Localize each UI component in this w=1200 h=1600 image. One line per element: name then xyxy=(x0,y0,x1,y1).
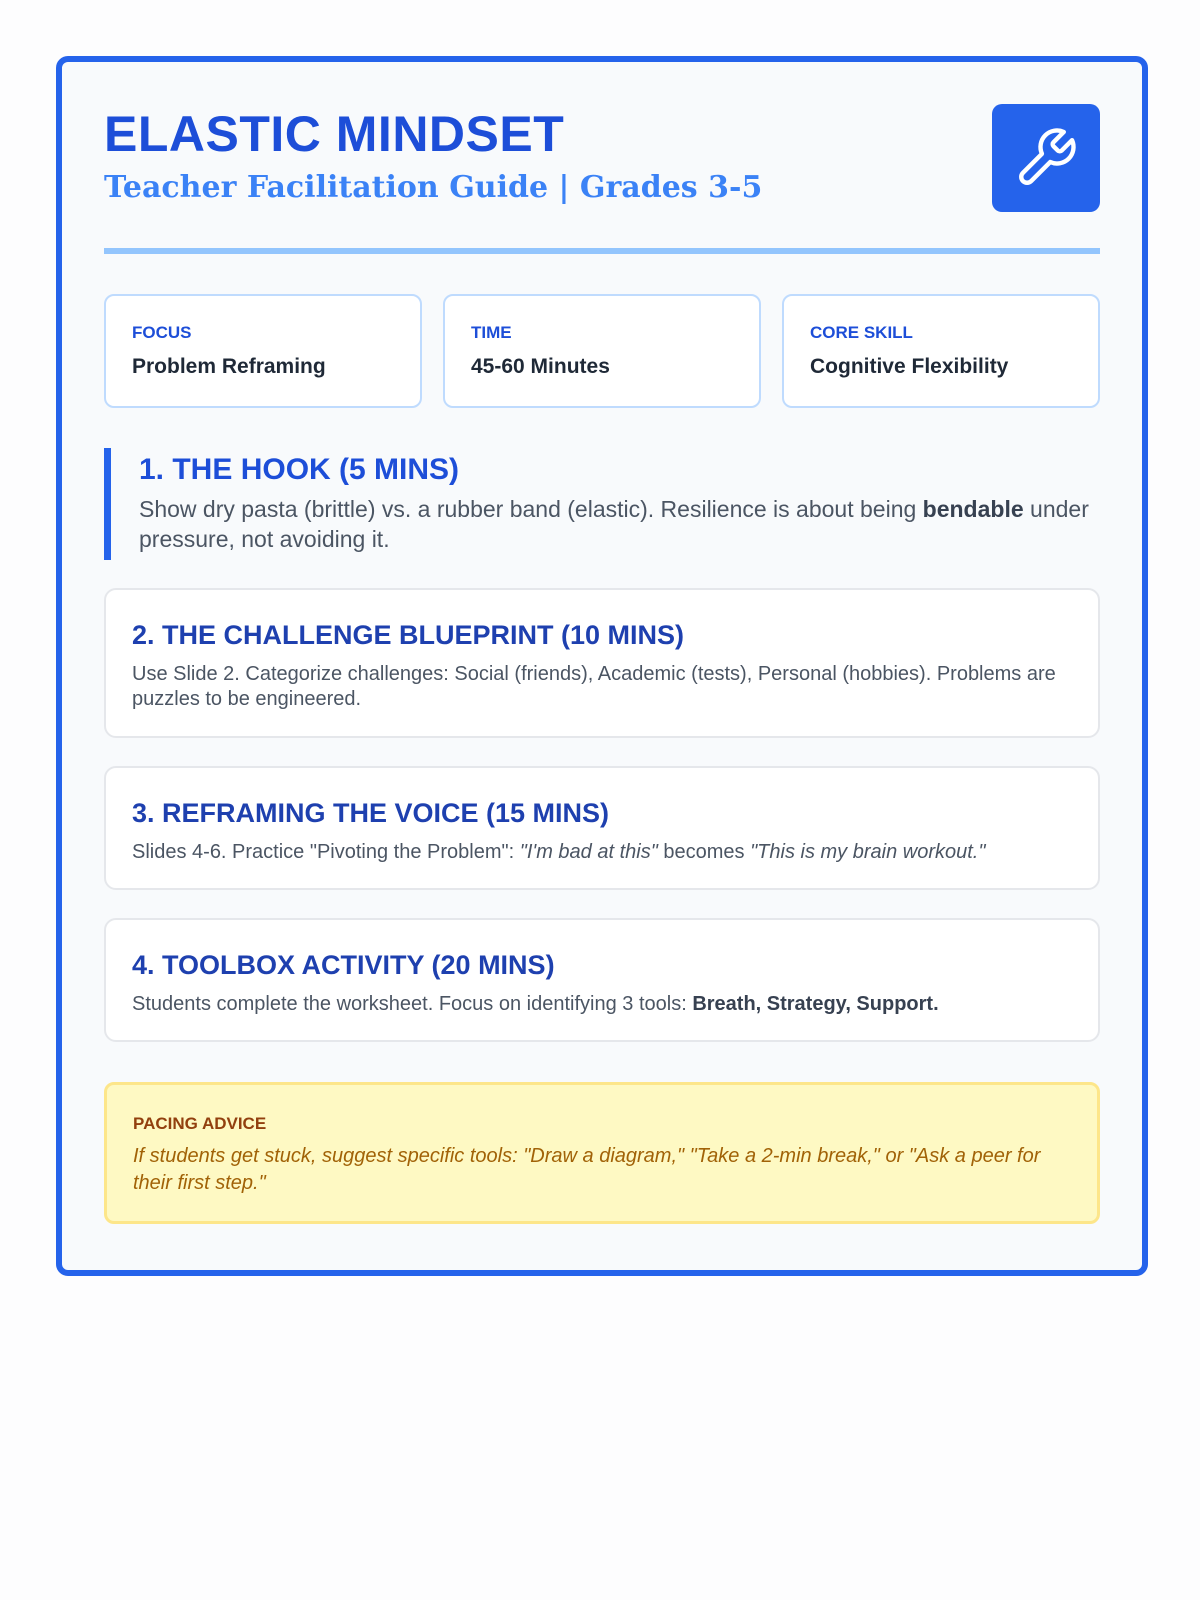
text-segment: becomes xyxy=(657,841,751,863)
text-segment: Slides 4-6. Practice "Pivoting the Problem": xyxy=(132,841,520,863)
section-title: 2. THE CHALLENGE BLUEPRINT (10 MINS) xyxy=(132,620,685,650)
stat-time xyxy=(443,294,761,408)
stat-focus xyxy=(104,294,422,408)
section-title: 3. REFRAMING THE VOICE (15 MINS) xyxy=(132,798,610,828)
quote-text: "I'm bad at this" xyxy=(519,841,658,863)
advice-label: PACING ADVICE xyxy=(133,1114,267,1133)
quote-text: "This is my brain workout." xyxy=(750,841,986,863)
stat-label: TIME xyxy=(471,323,512,342)
header xyxy=(104,62,1100,254)
section-toolbox-activity xyxy=(104,918,1100,1042)
section-text xyxy=(139,494,1100,554)
text-segment: under pressure, not avoiding it. xyxy=(139,496,1089,552)
page-title: ELASTIC MINDSET xyxy=(104,106,565,162)
section-text: Use Slide 2. Categorize challenges: Social (friends), Academic (tests), Personal (hobbies). Problems are puzzles to be engineered. xyxy=(132,663,1056,710)
section-text xyxy=(132,840,1072,865)
stat-label: FOCUS xyxy=(132,323,192,342)
stat-value: Cognitive Flexibility xyxy=(810,355,1009,378)
stat-core-skill xyxy=(782,294,1100,408)
text-emphasis: bendable xyxy=(922,496,1024,522)
section-challenge-blueprint xyxy=(104,588,1100,738)
section-text xyxy=(132,992,1072,1017)
section-title: 4. TOOLBOX ACTIVITY (20 MINS) xyxy=(132,950,555,980)
wrench-icon xyxy=(992,104,1100,212)
stat-label: CORE SKILL xyxy=(810,323,913,342)
advice-text: If students get stuck, suggest specific tools: "Draw a diagram," "Take a 2-min break," or "Ask a peer for their first step." xyxy=(133,1145,1041,1194)
section-title: 1. THE HOOK (5 MINS) xyxy=(139,453,460,486)
stats-row xyxy=(104,294,1100,408)
guide-card xyxy=(56,56,1148,1276)
stat-value: 45-60 Minutes xyxy=(471,355,610,378)
section-hook xyxy=(104,448,1100,560)
text-emphasis: Breath, Strategy, Support. xyxy=(692,993,939,1015)
stat-value: Problem Reframing xyxy=(132,355,326,378)
text-segment: Students complete the worksheet. Focus on identifying 3 tools: xyxy=(132,993,693,1015)
text-segment: Show dry pasta (brittle) vs. a rubber band (elastic). Resilience is about being xyxy=(139,496,923,522)
section-reframing-voice xyxy=(104,766,1100,890)
page-subtitle: Teacher Facilitation Guide | Grades 3-5 xyxy=(104,170,763,205)
pacing-advice-box xyxy=(104,1082,1100,1224)
